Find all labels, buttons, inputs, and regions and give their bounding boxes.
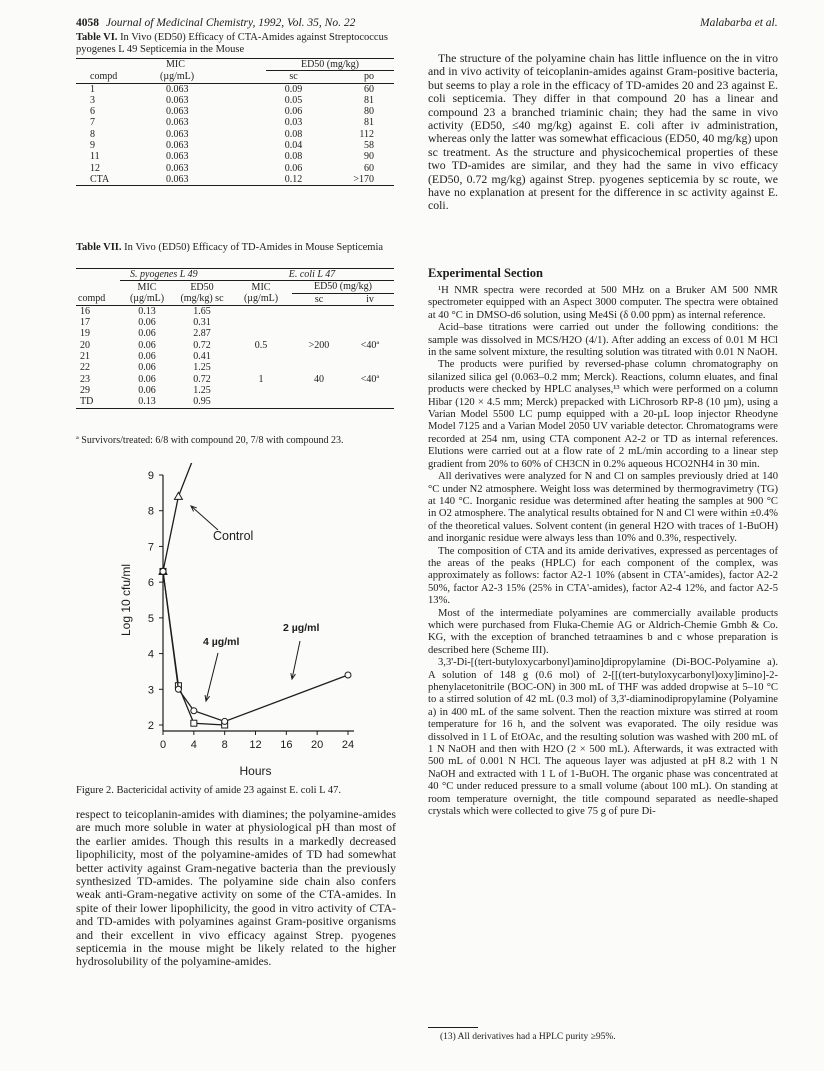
table7-label: Table VII. — [76, 242, 122, 253]
data-point — [345, 672, 351, 678]
t6-cell-mic: 0.063 — [166, 128, 189, 140]
table6-caption-text: In Vivo (ED50) Efficacy of CTA-Amides against Streptococcus pyogenes L 49 Septicemia in the Mouse — [76, 32, 388, 55]
t7-cell-esc — [292, 385, 346, 396]
running-header — [76, 17, 355, 29]
t6-cell-mic: 0.063 — [166, 94, 189, 106]
experimental-body — [428, 285, 778, 818]
t6-cell-po: 81 — [364, 117, 374, 129]
journal-citation: Journal of Medicinal Chemistry, 1992, Vol. 35, No. 22 — [105, 17, 356, 29]
annotation-arrow — [191, 506, 218, 530]
t7-cell-mic: 0.06 — [138, 351, 156, 363]
y-tick-label: 5 — [147, 612, 154, 625]
t7-cell-esc: 40 — [314, 373, 324, 385]
t7-cell-mic: 0.13 — [138, 305, 156, 317]
t6-cell-mic: 0.063 — [166, 117, 189, 129]
t6-cell-mic: 0.063 — [166, 106, 189, 118]
t6-sc-head: sc — [266, 71, 321, 83]
table-row — [76, 117, 394, 128]
data-point — [191, 720, 197, 726]
annotation-label: 4 µg/ml — [203, 636, 240, 648]
experimental-paragraph: The products were purified by reversed-phase column chromatography on silanized silica gel (0.063–0.2 mm; Merck). Reactions, column eluates, and final products were checked by HPLC analyses,¹³ which were performed on a column Hibar (120 × 4.5 mm; Merck) prepacked with LiChrosorb RP-8 (10 µm), using a Varian Model 5500 LC pump equipped with a 20-µL loop injector Rheodyne Model 7125 and a Varian Model 2050 UV variable detector. Chromatograms were recorded at 254 nm, using CTA component A2-2 or TD as internal references. Elutions were carried out at a flow rate of 2 mL/min according to a linear step gradient from 20% to 60% of CH3CN in 0.2% aqueous HCO2NH4 in 30 min. — [428, 359, 778, 470]
t6-cell-mic: 0.063 — [166, 162, 189, 174]
t6-cell-compd: 3 — [90, 94, 95, 106]
figure2-chart — [108, 463, 398, 785]
t6-cell-mic: 0.063 — [166, 140, 189, 152]
t6-cell-compd: 8 — [90, 128, 95, 140]
t6-cell-compd: 9 — [90, 140, 95, 152]
t7-cell-esc — [292, 305, 346, 317]
y-tick-label: 9 — [147, 470, 154, 482]
t7-cell-emic — [230, 317, 292, 328]
data-point — [191, 708, 197, 714]
t7-cell-mic: 0.06 — [138, 339, 156, 351]
t7-cell-eiv — [346, 362, 394, 373]
x-tick-label: 16 — [280, 739, 293, 751]
running-authors: Malabarba et al. — [700, 17, 778, 29]
t6-cell-po: 58 — [364, 140, 374, 152]
table7-caption — [76, 242, 396, 254]
t7-cell-compd: 23 — [80, 373, 90, 385]
annotation-arrow — [206, 653, 218, 701]
left-paragraph: respect to teicoplanin-amides with diamines; the polyamine-amides are much more soluble in water at physiological pH than most of the earlier amides. Though this results in a markedly decreased lipophilicity, most of the polyamine-amides of TD had somewhat better activity against Gram-negative bacteria than the previously synthesized TD-amides. The polyamine side chain also confers weak anti-Gram-negative activity on some of the CTA-amides. In spite of their lower lipophilicity, the good in vitro activity of CTA- and TD-amides with polyamines against Gram-positive organisms and their excellent in vivo efficacy against Strep. pyogenes septicemia in the mouse might be likely related to the higher hydrosolubility of the polyamine-amides. — [76, 807, 396, 969]
t7-cell-compd: 22 — [80, 362, 90, 374]
x-tick-label: 4 — [190, 739, 197, 751]
t7-mic-head: MIC — [137, 281, 157, 293]
t7-sc-head: sc — [292, 293, 346, 305]
t6-cell-po: 60 — [364, 162, 374, 174]
t7-cell-esc — [292, 351, 346, 362]
table7-caption-text: In Vivo (ED50) Efficacy of TD-Amides in Mouse Septicemia — [124, 242, 384, 253]
t6-po-head: po — [321, 71, 394, 83]
t7-cell-emic: 0.5 — [254, 339, 268, 351]
annotation-label: 2 µg/ml — [283, 622, 320, 634]
y-tick-label: 2 — [147, 720, 154, 732]
t6-cell-sc: 0.08 — [284, 128, 303, 140]
t7-cell-emic — [230, 396, 292, 408]
table-row — [76, 340, 394, 351]
figure2-caption: Figure 2. Bactericidal activity of amide 23 against E. coli L 47. — [76, 785, 341, 796]
table-row — [76, 317, 394, 328]
t6-cell-sc: 0.06 — [284, 106, 303, 118]
t7-cell-compd: TD — [76, 396, 120, 408]
footnote-rule — [428, 1027, 478, 1028]
t7-cell-ed50: 1.25 — [193, 384, 211, 396]
t6-cell-po: 80 — [364, 106, 374, 118]
experimental-paragraph: ¹H NMR spectra were recorded at 500 MHz on a Bruker AM 500 NMR spectrometer equipped with an Aspect 3000 computer. The spectra were obtained at 40 °C in DMSO-d6 solution, using Me4Si (δ 0.00 ppm) as internal reference. — [428, 285, 778, 321]
t7-cell-esc — [292, 317, 346, 328]
y-tick-label: 4 — [147, 648, 154, 661]
t7-cell-emic — [230, 305, 292, 317]
t7-cell-mic: 0.06 — [138, 373, 156, 385]
t7-cell-compd: 21 — [80, 351, 90, 363]
t6-compd-head: compd — [76, 71, 138, 83]
t7-ed50-unit: (mg/kg) sc — [174, 293, 230, 305]
table-row — [76, 83, 394, 95]
t7-cell-eiv — [346, 317, 394, 328]
t7-cell-mic: 0.06 — [138, 362, 156, 374]
t7-cell-compd: 17 — [80, 317, 90, 329]
t6-cell-sc: 0.05 — [284, 94, 303, 106]
t7-emic-head: MIC — [251, 281, 271, 293]
series-line — [163, 571, 225, 725]
data-point — [175, 686, 181, 692]
t7-cell-ed50: 0.72 — [193, 339, 211, 351]
t6-cell-compd: 12 — [90, 162, 100, 174]
experimental-paragraph: Acid–base titrations were carried out under the following conditions: the sample was dissolved in MCS/H2O (4/1). After adding an excess of 0.01 M HCl in the same solvent mixture, the resulting solution was titrated with 0.01 N NaOH. — [428, 322, 778, 359]
page-number: 4058 — [76, 17, 99, 29]
table-row — [76, 95, 394, 106]
t6-cell-po: 90 — [364, 151, 374, 163]
x-tick-label: 12 — [249, 739, 262, 751]
t6-cell-sc: 0.09 — [284, 83, 303, 95]
table-row — [76, 305, 394, 317]
t7-ed50-head: ED50 — [190, 281, 214, 293]
t7-cell-ed50: 0.31 — [193, 317, 211, 329]
t6-cell-compd: 1 — [90, 83, 95, 95]
t7-cell-esc — [292, 396, 346, 408]
t6-cell-sc: 0.12 — [266, 174, 321, 186]
t6-cell-mic: 0.063 — [166, 83, 189, 95]
t6-cell-sc: 0.08 — [284, 151, 303, 163]
chart-annotations — [191, 506, 319, 701]
data-point — [222, 718, 228, 724]
t7-cell-compd: 20 — [80, 339, 90, 351]
chart-series — [159, 463, 351, 728]
annotation-label: Control — [213, 529, 254, 543]
t7-iv-head: iv — [346, 293, 394, 305]
y-tick-label: 3 — [147, 684, 154, 697]
t7-cell-compd: 29 — [80, 384, 90, 396]
x-axis-label: Hours — [239, 764, 272, 778]
annotation-arrow — [292, 641, 300, 679]
series-line — [163, 571, 348, 721]
t6-cell-po: 112 — [359, 128, 374, 140]
data-point — [174, 492, 182, 499]
t6-cell-compd: 7 — [90, 117, 95, 129]
t6-cell-sc: 0.06 — [284, 162, 303, 174]
table-row — [76, 140, 394, 151]
experimental-paragraph: The composition of CTA and its amide derivatives, expressed as percentages of the areas of the peaks (HPLC) for each component of the complex, was approximately as follows: factor A2-1 10% (absent in CTA'-amides), factor A2-2 50%, factor A2-3 15% (25% in CTA'-amides), factor A2-4 12%, and factor A2-5 13%. — [428, 545, 778, 607]
t7-cell-mic: 0.13 — [120, 396, 174, 408]
x-tick-label: 20 — [311, 739, 324, 751]
table-row — [76, 129, 394, 140]
t7-compd-head: compd — [76, 293, 120, 305]
t7-cell-esc: >200 — [308, 339, 330, 351]
t6-cell-compd: CTA — [76, 174, 138, 186]
table-row — [76, 151, 394, 162]
y-axis-label: Log 10 cfu/ml — [119, 563, 133, 637]
t6-mic-head: MIC — [138, 59, 266, 71]
table-row — [76, 374, 394, 385]
experimental-paragraph: 3,3'-Di-[(tert-butyloxycarbonyl)amino]dipropylamine (Di-BOC-Polyamine a). A solution of 148 g (0.6 mol) of 2-[[(tert-butyloxycarbonyl)oxy]imino]-2-phenylacetonitrile (BOC-ON) in 300 mL of THF was added dropwise at 5–10 °C to a stirred solution of 42 mL (0.3 mol) of 3,3'-diaminodipropylamine (Polyamine a) in 400 mL of the same solvent. Then the reaction mixture was stirred at room temperature for 16 h, and the solvent was evaporated. The oily residue was dissolved in 1 L of EtOAc, and the resulting solution was washed with 200 mL of 1 N NaOH and then with H2O (2 × 500 mL). Afterwards, it was extracted with 500 mL of 0.001 N HCl. The aqueous layer was adjusted at pH 8.2 with 1 N NaOH and extracted with 1 L of 1-BuOH. The organic phase was concentrated at 40 °C under reduced pressure to a small volume (about 100 mL). On standing at room temperature overnight, the title compound separated as needle-shaped crystals which were collected to give 75 g of pure Di- — [428, 657, 778, 818]
t6-cell-po: 81 — [364, 94, 374, 106]
x-tick-label: 24 — [341, 739, 355, 751]
y-tick-label: 7 — [147, 541, 154, 554]
data-point — [160, 568, 166, 574]
t7-cell-eiv — [346, 351, 394, 362]
t6-cell-po: >170 — [321, 174, 394, 186]
t7-cell-emic — [230, 362, 292, 373]
t7-cell-ed50: 0.72 — [193, 373, 211, 385]
experimental-paragraph: Most of the intermediate polyamines are commercially available products which were purchased from Fluka-Chemie AG or Aldrich-Chemie Gmbh & Co. KG, with the exception of branched tetraamines b and c whose preparation is described here (Scheme III). — [428, 607, 778, 656]
series-line — [163, 463, 194, 571]
t7-cell-compd: 16 — [80, 305, 90, 317]
t7-eed50-head: ED50 (mg/kg) — [292, 281, 394, 293]
chart-axes — [163, 475, 354, 731]
t7-group-spyogenes: S. pyogenes L 49 — [120, 269, 230, 281]
x-tick-label: 0 — [159, 739, 167, 751]
table-row — [76, 328, 394, 339]
t6-cell-compd: 11 — [90, 151, 100, 163]
y-tick-label: 8 — [147, 505, 154, 518]
t6-cell-compd: 6 — [90, 106, 95, 118]
t6-cell-sc: 0.03 — [284, 117, 303, 129]
t6-cell-mic: 0.063 — [166, 151, 189, 163]
table7-footnote: ª Survivors/treated: 6/8 with compound 20, 7/8 with compound 23. — [76, 435, 344, 446]
table-row — [76, 351, 394, 362]
x-tick-label: 8 — [221, 739, 228, 751]
right-intro-text — [428, 52, 778, 213]
t7-cell-eiv: <40ª — [360, 373, 380, 385]
t7-cell-esc — [292, 328, 346, 339]
y-tick-label: 6 — [147, 577, 154, 590]
t7-cell-emic — [230, 328, 292, 339]
t7-cell-emic — [230, 351, 292, 362]
table6-caption — [76, 32, 396, 56]
right-intro-paragraph: The structure of the polyamine chain has little influence on the in vitro and in vivo activity of teicoplanin-amides against Gram-positive bacteria, but seems to play a role in the efficacy of TD-amides 20 and 23 against E. coli septicemia. They differ in that compound 20 has a linear and compound 23 a branched triaminic chain; they had the same in vivo activity (ED50, ≤40 mg/kg) against E. coli after iv administration, whereas only the latter was somewhat efficacious (ED50, 40 mg/kg) upon sc treatment. As the structure and physicochemical properties of these two TD-amides are similar, and they had the same in vivo efficacy (ED50, 0.72 mg/kg) against Strep. pyogenes septicemia by sc route, we have no explanation at present for the difference in sc activity against E. coli. — [428, 51, 778, 213]
left-column-text — [76, 808, 396, 969]
t7-cell-mic: 0.06 — [138, 384, 156, 396]
t7-cell-eiv: <40ª — [360, 339, 380, 351]
table-row — [76, 385, 394, 396]
t7-cell-ed50: 2.87 — [193, 328, 211, 340]
t7-cell-eiv — [346, 305, 394, 317]
t6-mic-unit: (µg/mL) — [138, 71, 266, 83]
table-row — [76, 174, 394, 186]
experimental-heading: Experimental Section — [428, 266, 543, 280]
t7-cell-esc — [292, 362, 346, 373]
t6-cell-sc: 0.04 — [284, 140, 303, 152]
t7-cell-emic — [230, 385, 292, 396]
t6-cell-mic: 0.063 — [138, 174, 266, 186]
t7-cell-eiv — [346, 328, 394, 339]
table-row — [76, 362, 394, 373]
t7-mic-unit: (µg/mL) — [120, 293, 174, 305]
footnote-13: (13) All derivatives had a HPLC purity ≥95%. — [440, 1032, 616, 1042]
table-row — [76, 106, 394, 117]
t7-cell-emic: 1 — [258, 373, 264, 385]
experimental-paragraph: All derivatives were analyzed for N and Cl on samples previously dried at 140 °C under N2 atmosphere. Weight loss was determined by thermogravimetry (TG) at 140 °C. Inorganic residue was determined after heating the samples at 900 °C in O2 atmosphere. The analytical results obtained for N and Cl were within ±0.4% of the theoretical values. Solvent content (in general H2O with traces of 1-BuOH) and inorganic residue were always less than 10% and 0.3%, respectively. — [428, 471, 778, 545]
t7-emic-unit: (µg/mL) — [230, 293, 292, 305]
table6-label: Table VI. — [76, 32, 118, 43]
t7-cell-mic: 0.06 — [138, 317, 156, 329]
t7-cell-eiv — [346, 385, 394, 396]
t7-cell-mic: 0.06 — [138, 328, 156, 340]
t7-cell-ed50: 0.41 — [193, 351, 211, 363]
table-row — [76, 163, 394, 174]
t6-cell-po: 60 — [364, 83, 374, 95]
t7-cell-compd: 19 — [80, 328, 90, 340]
table6 — [76, 58, 394, 186]
table7 — [76, 268, 394, 409]
t7-cell-ed50: 0.95 — [174, 396, 230, 408]
table-row — [76, 396, 394, 408]
t7-cell-ed50: 1.25 — [193, 362, 211, 374]
t6-ed50-head: ED50 (mg/kg) — [266, 59, 394, 71]
t7-group-ecoli: E. coli L 47 — [230, 269, 394, 281]
t7-cell-ed50: 1.65 — [193, 305, 211, 317]
t7-cell-eiv — [346, 396, 394, 408]
